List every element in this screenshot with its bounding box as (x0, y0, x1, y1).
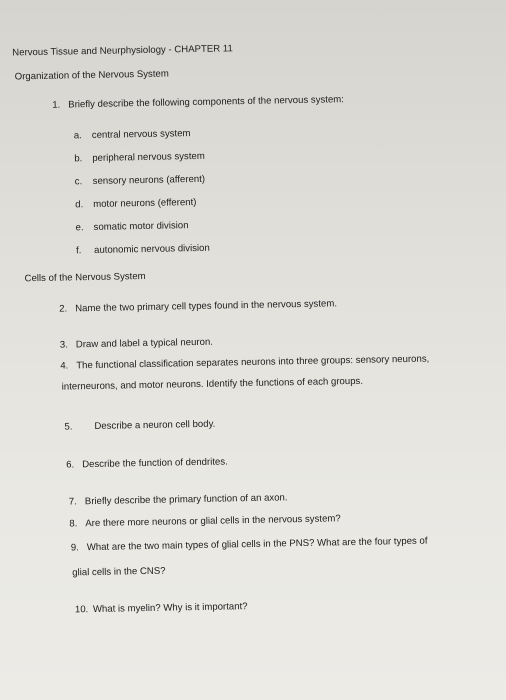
question-text: Name the two primary cell types found in the nervous system. (75, 298, 338, 315)
section-heading-cells: Cells of the Nervous System (24, 270, 146, 285)
question-text: What are the two main types of glial cells in the PNS? What are the four types of (86, 535, 428, 554)
question-text: What is myelin? Why is it important? (92, 601, 248, 616)
question-5 (64, 419, 215, 434)
question-text: Briefly describe the primary function of an axon. (84, 492, 288, 508)
question-8 (69, 513, 341, 530)
question-4-continuation: interneurons, and motor neurons. Identify the functions of each groups. (61, 375, 364, 393)
question-number: 4. (60, 360, 69, 372)
question-6 (66, 456, 228, 471)
question-number: 9. (70, 542, 79, 554)
question-1 (52, 94, 344, 112)
section-heading-organization: Organization of the Nervous System (14, 68, 169, 83)
list-item (75, 197, 196, 211)
question-text: The functional classification separates neurons into three groups: sensory neurons, (76, 353, 430, 372)
question-7 (69, 492, 288, 508)
question-9-continuation: glial cells in the CNS? (72, 565, 166, 579)
question-text: Describe a neuron cell body. (94, 418, 216, 432)
question-number: 5. (64, 421, 73, 433)
question-number: 1. (52, 99, 61, 111)
question-number: 10. (74, 604, 89, 616)
item-text: sensory neurons (afferent) (92, 173, 206, 187)
question-number: 8. (69, 518, 78, 530)
item-text: central nervous system (91, 128, 191, 141)
item-text: autonomic nervous division (93, 242, 210, 256)
question-text: Are there more neurons or glial cells in the nervous system? (85, 513, 341, 530)
question-number: 3. (59, 339, 68, 351)
item-text: motor neurons (efferent) (93, 197, 197, 210)
question-number: 2. (59, 303, 68, 315)
question-number: 6. (66, 459, 75, 471)
list-item (75, 174, 206, 189)
question-text: Draw and label a typical neuron. (75, 336, 214, 351)
item-letter: d. (75, 199, 84, 211)
list-item (76, 220, 189, 234)
question-text: Briefly describe the following components of the nervous system: (68, 94, 345, 111)
item-letter: c. (74, 176, 83, 188)
question-3 (60, 337, 213, 352)
question-9 (71, 536, 428, 555)
list-item (74, 128, 191, 142)
question-number: 7. (68, 496, 78, 508)
item-letter: f. (75, 245, 82, 257)
item-letter: e. (75, 222, 84, 234)
question-4 (60, 354, 429, 373)
item-text: somatic motor division (93, 220, 189, 233)
item-letter: b. (74, 153, 83, 165)
list-item (74, 151, 205, 166)
item-text: peripheral nervous system (92, 150, 205, 164)
list-item (76, 243, 210, 258)
question-text: Describe the function of dendrites. (82, 456, 228, 471)
question-10 (75, 601, 248, 616)
item-letter: a. (73, 130, 82, 142)
question-2 (59, 298, 337, 315)
page-title: Nervous Tissue and Neurphysiology - CHAPTER 11 (12, 43, 233, 59)
